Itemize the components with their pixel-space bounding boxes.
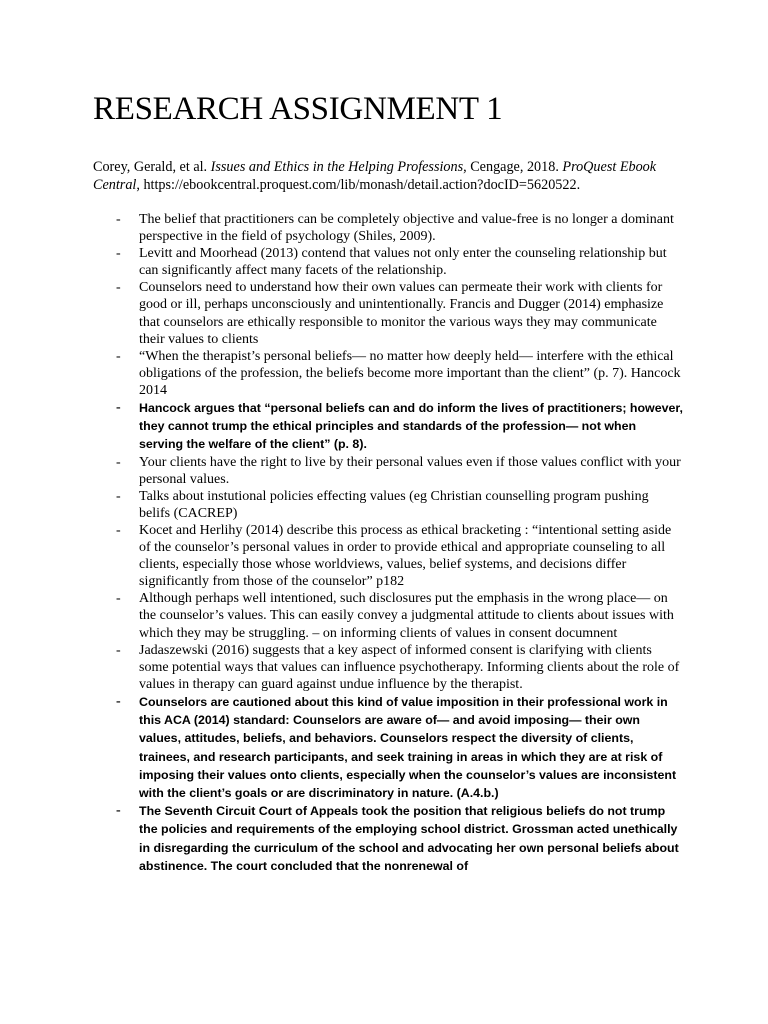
list-item bbox=[93, 348, 683, 399]
bullet-dash: - bbox=[116, 642, 121, 658]
list-item bbox=[93, 590, 683, 641]
bullet-dash: - bbox=[116, 212, 121, 227]
list-item bbox=[93, 245, 683, 279]
citation-url: , https://ebookcentral.proquest.com/lib/monash/detail.action?docID=5620522. bbox=[136, 176, 581, 193]
citation-book-title: Issues and Ethics in the Helping Professions bbox=[210, 159, 464, 175]
list-item bbox=[93, 279, 683, 347]
bullet-dash: - bbox=[116, 400, 121, 416]
bullet-text: The belief that practitioners can be completely objective and value-free is no longer a dominant perspective in the field of psychology (Shiles, 2009). bbox=[139, 212, 674, 245]
bullet-dash: - bbox=[116, 693, 121, 709]
citation bbox=[93, 159, 673, 194]
list-item bbox=[93, 802, 683, 875]
bullet-text: Counselors need to understand how their own values can permeate their work with clients for good or ill, perhaps unconsciously and unintentionally. Francis and Dugger (2014) emphasize that counselors are ethically responsible to monitor the various ways they may communicate their values to clients bbox=[139, 280, 664, 347]
bullet-text: Your clients have the right to live by their personal values even if those values conflict with your personal values. bbox=[139, 454, 681, 487]
bullet-text: Although perhaps well intentioned, such disclosures put the emphasis in the wrong place— on the counselor’s values. This can easily convey a judgmental attitude to clients about issues with which they may be struggling. – on informing clients of values in consent documnent bbox=[139, 591, 674, 641]
notes-list bbox=[93, 211, 683, 875]
bullet-dash: - bbox=[116, 246, 121, 262]
bullet-dash: - bbox=[116, 803, 121, 819]
bullet-text: Talks about instutional policies effecting values (eg Christian counselling program pushing belifs (CACREP) bbox=[139, 488, 649, 521]
bullet-text: The Seventh Circuit Court of Appeals took the position that religious beliefs do not trump the policies and requirements of the employing school district. Grossman acted unethically in disregarding the curriculum of the school and advocating her own personal beliefs about abstinence. The court concluded that the nonrenewal of bbox=[139, 804, 679, 873]
bullet-dash: - bbox=[116, 454, 121, 470]
citation-source: ProQuest Ebook Central bbox=[93, 159, 657, 193]
bullet-text: Kocet and Herlihy (2014) describe this process as ethical bracketing : “intentional setting aside of the counselor’s personal values in order to provide ethical and appropriate counseling to all clients, especially those whose worldviews, values, belief systems, and decisions differ significantly from those of the counselor” p182 bbox=[139, 523, 672, 590]
bullet-text: Jadaszewski (2016) suggests that a key aspect of informed consent is clarifying with clients some potential ways that values can influence psychotherapy. Informing clients about the role of values in therapy can guard against undue influence by the therapist. bbox=[139, 642, 680, 692]
list-item bbox=[93, 642, 683, 693]
citation-authors: Corey, Gerald, et al. bbox=[93, 159, 211, 175]
bullet-text: Hancock argues that “personal beliefs can and do inform the lives of practitioners; however, they cannot trump the ethical principles and standards of the profession— not when serving the welfare of the client” (p. 8). bbox=[139, 401, 683, 452]
bullet-dash: - bbox=[116, 523, 121, 539]
list-item bbox=[93, 522, 683, 590]
bullet-dash: - bbox=[116, 591, 121, 607]
bullet-dash: - bbox=[116, 280, 121, 296]
list-item bbox=[93, 454, 683, 488]
bullet-dash: - bbox=[116, 488, 121, 504]
bullet-dash: - bbox=[116, 348, 121, 364]
bullet-text: Levitt and Moorhead (2013) contend that values not only enter the counseling relationship but can significantly affect many facets of the relationship. bbox=[139, 246, 667, 279]
list-item bbox=[93, 488, 683, 522]
list-item bbox=[93, 693, 683, 802]
list-item bbox=[93, 211, 683, 245]
citation-publisher: , Cengage, 2018. bbox=[463, 159, 563, 175]
page-title: RESEARCH ASSIGNMENT 1 bbox=[93, 91, 503, 127]
bullet-text: “When the therapist’s personal beliefs— no matter how deeply held— interfere with the ethical obligations of the profession, the beliefs become more important than the client” (p. 7). Hancock 2014 bbox=[139, 348, 681, 398]
list-item bbox=[93, 399, 683, 454]
bullet-text: Counselors are cautioned about this kind of value imposition in their professional work in this ACA (2014) standard: Counselors are aware of— and avoid imposing— their own values, attitudes, beliefs, and behaviors. Counselors respect the diversity of clients, trainees, and research participants, and seek training in areas in which they are at risk of imposing their values onto clients, especially when the counselor’s values are inconsistent with the client’s goals or are discriminatory in nature. (A.4.b.) bbox=[139, 694, 677, 800]
